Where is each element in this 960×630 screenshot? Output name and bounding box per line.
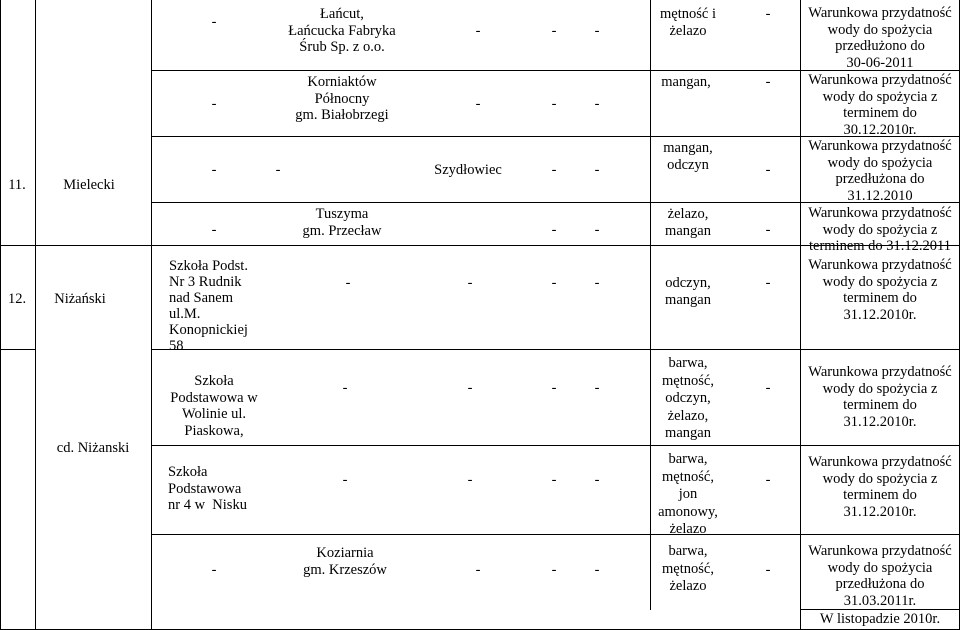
- status-cell: Warunkowa przydatność wody do spożycia z terminem do 31.12.2010r.: [808, 257, 952, 323]
- cell: -: [475, 23, 481, 39]
- cell: -: [765, 74, 771, 90]
- cell: Szkoła Podst. Nr 3 Rudnik nad Sanem ul.M. Konopnickiej 58: [169, 258, 248, 354]
- cell: -: [551, 222, 557, 238]
- cell: -: [765, 472, 771, 488]
- cell: barwa, mętność, odczyn, żelazo, mangan: [662, 355, 714, 441]
- cell: -: [551, 23, 557, 39]
- cell: -: [475, 562, 481, 578]
- status-cell: Warunkowa przydatność wody do spożycia z terminem do 31.12.2010r.: [808, 454, 952, 520]
- cell: -: [765, 275, 771, 291]
- cell: -: [211, 14, 217, 30]
- cell: barwa, mętność, żelazo: [662, 543, 714, 594]
- cell: -: [211, 222, 217, 238]
- row-number: 11.: [8, 177, 26, 193]
- cell: -: [551, 472, 557, 488]
- cell: -: [275, 162, 281, 178]
- footer-note: W listopadzie 2010r.: [819, 611, 941, 627]
- cell: -: [467, 275, 473, 291]
- cell: odczyn, mangan: [665, 275, 711, 308]
- cell: mangan,: [661, 74, 711, 90]
- cell: -: [594, 96, 600, 112]
- district-name: cd. Niżanski: [56, 440, 130, 456]
- cell: -: [345, 275, 351, 291]
- cell: mangan, odczyn: [663, 140, 713, 173]
- cell: Szkoła Podstawowa w Wolinie ul. Piaskowa,: [170, 373, 258, 439]
- cell: Szydłowiec: [434, 162, 502, 178]
- cell: Łańcut, Łańcucka Fabryka Śrub Sp. z o.o.: [288, 6, 396, 55]
- status-cell: Warunkowa przydatność wody do spożycia z terminem do 31.12.2010r.: [808, 364, 952, 430]
- cell: -: [475, 96, 481, 112]
- cell: -: [551, 162, 557, 178]
- cell: -: [594, 472, 600, 488]
- status-cell: Warunkowa przydatność wody do spożycia z terminem do 31.12.2011: [808, 205, 952, 254]
- cell: mętność i żelazo: [660, 6, 716, 39]
- cell: -: [594, 23, 600, 39]
- row-number: 12.: [7, 291, 27, 307]
- cell: -: [765, 6, 771, 22]
- cell: -: [467, 380, 473, 396]
- cell: -: [765, 222, 771, 238]
- cell: -: [594, 562, 600, 578]
- cell: -: [342, 380, 348, 396]
- cell: -: [211, 96, 217, 112]
- cell: -: [551, 380, 557, 396]
- cell: -: [342, 472, 348, 488]
- status-cell: Warunkowa przydatność wody do spożycia przedłużono do 30-06-2011: [808, 5, 952, 71]
- cell: Szkoła Podstawowa nr 4 w Nisku: [168, 464, 247, 513]
- cell: -: [551, 96, 557, 112]
- cell: -: [551, 275, 557, 291]
- cell: -: [765, 562, 771, 578]
- cell: żelazo, mangan: [665, 206, 711, 239]
- cell: barwa, mętność, jon amonowy, żelazo: [658, 451, 718, 537]
- district-name: Niżański: [54, 291, 106, 307]
- district-name: Mielecki: [63, 177, 115, 193]
- cell: Koziarnia gm. Krzeszów: [303, 545, 387, 578]
- status-cell: Warunkowa przydatność wody do spożycia przedłużona do 31.03.2011r.: [808, 543, 952, 609]
- cell: -: [467, 472, 473, 488]
- cell: -: [594, 162, 600, 178]
- cell: -: [765, 162, 771, 178]
- cell: -: [594, 275, 600, 291]
- cell: Korniaktów Północny gm. Białobrzegi: [295, 74, 389, 123]
- cell: -: [765, 380, 771, 396]
- cell: Tuszyma gm. Przecław: [302, 206, 382, 239]
- cell: -: [211, 562, 217, 578]
- cell: -: [594, 222, 600, 238]
- cell: -: [551, 562, 557, 578]
- cell: -: [594, 380, 600, 396]
- cell: -: [211, 162, 217, 178]
- status-cell: Warunkowa przydatność wody do spożycia z terminem do 30.12.2010r.: [808, 72, 952, 138]
- status-cell: Warunkowa przydatność wody do spożycia przedłużona do 31.12.2010: [808, 138, 952, 204]
